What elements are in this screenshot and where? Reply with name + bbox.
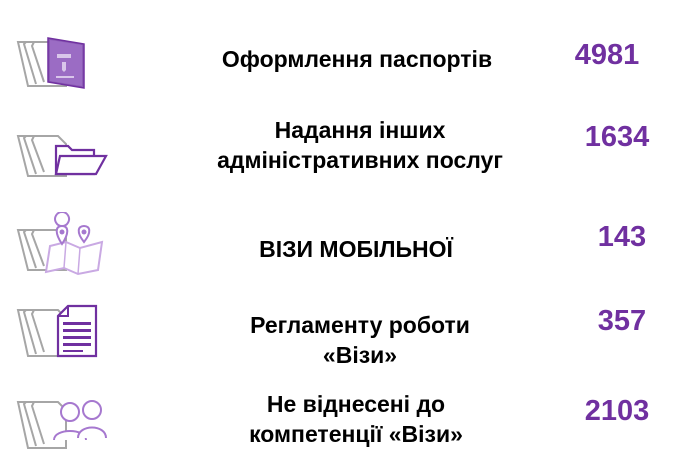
map-pins-icon <box>14 212 110 276</box>
label-line-1: Надання інших <box>274 117 446 143</box>
label-regulation <box>250 310 470 370</box>
folder-icon <box>14 118 110 182</box>
label-admin-services <box>217 115 503 175</box>
label-mobile-visas <box>259 234 453 264</box>
label-line-2: компетенції «Візи» <box>249 421 463 447</box>
count-not-competence: 2103 <box>584 395 650 427</box>
label-line-1: Не віднесені до <box>266 391 446 417</box>
label-not-competence <box>249 389 463 449</box>
passport-icon <box>14 28 110 92</box>
label-line-1: ВІЗИ МОБІЛЬНОЇ <box>259 236 453 262</box>
count-regulation: 357 <box>597 305 647 337</box>
count-passports: 4981 <box>574 39 640 71</box>
document-icon <box>14 298 110 362</box>
label-line-1: Оформлення паспортів <box>221 46 493 72</box>
label-passports <box>222 44 492 74</box>
people-icon <box>14 390 110 454</box>
label-line-1: Регламенту роботи <box>250 312 470 338</box>
label-line-2: «Візи» <box>322 342 398 368</box>
label-line-2: адміністративних послуг <box>217 147 503 173</box>
count-mobile-visas: 143 <box>597 221 647 253</box>
count-admin-services: 1634 <box>584 121 650 153</box>
